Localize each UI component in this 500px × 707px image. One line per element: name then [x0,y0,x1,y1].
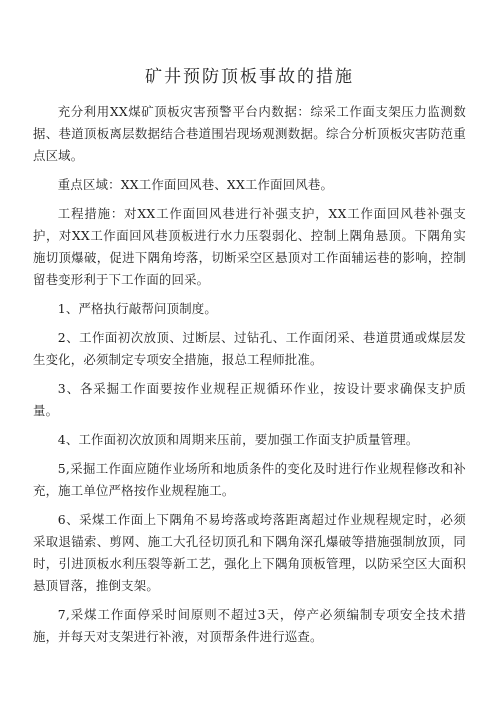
paragraph-item-6: 6、采煤工作面上下隅角不易垮落或垮落距离超过作业规程规定时，必须采取退锚索、剪网、施工大孔径切顶孔和下隅角深孔爆破等措施强制放顶，同时，引进顶板水利压裂等新工艺，强化上下隅角顶板管理，以防采空区大面积悬顶冒落，推倒支架。 [33,512,466,593]
paragraph-item-4: 4、工作面初次放顶和周期来压前，要加强工作面支护质量管理。 [57,432,419,447]
paragraph-item-5: 5,采掘工作面应随作业场所和地质条件的变化及时进行作业规程修改和补充，施工单位严格按作业规程施工。 [33,461,466,498]
paragraph-engineering-measures: 工程措施：对XX工作面回风巷进行补强支护，XX工作面回风巷补强支护，对XX工作面回风巷顶板进行水力压裂弱化、控制上隅角悬顶。下隅角实施切顶爆破，促进下隅角垮落，切断采空区悬顶对工作面辅运巷的影响，控制留巷变形利于下工作面的回采。 [33,206,466,287]
paragraph-item-1: 1、严格执行敲帮问顶制度。 [57,301,217,316]
paragraph-item-2: 2、工作面初次放顶、过断层、过钻孔、工作面闭采、巷道贯通或煤层发生变化，必须制定专项安全措施，报总工程师批准。 [33,330,466,367]
paragraph-data-source: 充分利用XX煤矿顶板灾害预警平台内数据：综采工作面支架压力监测数据、巷道顶板离层数据结合巷道围岩现场观测数据。综合分析顶板灾害防范重点区域。 [33,104,466,163]
paragraph-key-areas: 重点区域：XX工作面回风巷、XX工作面回风巷。 [57,177,334,192]
paragraph-item-7: 7,采煤工作面停采时间原则不超过3天，停产必须编制专项安全技术措施，并每天对支架进行补液，对顶帮条件进行巡查。 [33,607,466,644]
document-title: 矿井预防顶板事故的措施 [145,67,354,87]
paragraph-item-3: 3、各采掘工作面要按作业规程正规循环作业，按设计要求确保支护质量。 [33,381,466,418]
